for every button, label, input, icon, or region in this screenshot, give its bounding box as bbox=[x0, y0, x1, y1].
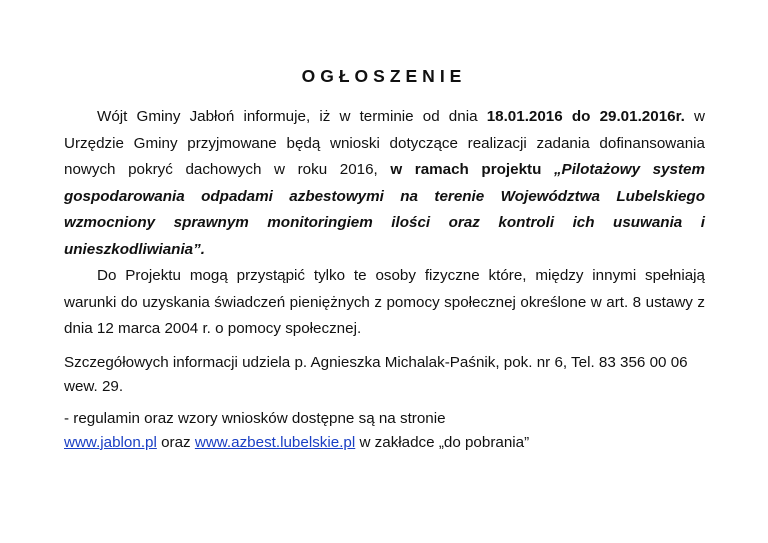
documents-between: oraz bbox=[156, 433, 195, 451]
project-intro: w ramach projektu bbox=[390, 161, 542, 178]
project-name: „Pilotażowy system gospodarowania odpadami azbestowymi na terenie Województwa Lubelskiego wzmocniony sprawnym monitoringiem ilości oraz kontroli ich usuwania i unieszkodliwiania”. bbox=[64, 161, 705, 258]
documents-line: - regulamin oraz wzory wniosków dostępne są na stronie bbox=[64, 409, 446, 427]
link-azbest-lubelskie[interactable]: www.azbest.lubelskie.pl bbox=[194, 433, 356, 451]
page-title: OGŁOSZENIE bbox=[301, 66, 467, 86]
documents-after: w zakładce „do pobrania” bbox=[355, 433, 530, 451]
paragraph-announcement bbox=[64, 104, 705, 263]
date-range: 18.01.2016 do 29.01.2016r. bbox=[486, 108, 685, 125]
paragraph-contact: Szczegółowych informacji udziela p. Agnieszka Michalak-Paśnik, pok. nr 6, Tel. 83 356 00 06 wew. 29. bbox=[64, 353, 688, 395]
paragraph1-text-1: Wójt Gminy Jabłoń informuje, iż w terminie od dnia bbox=[97, 108, 487, 125]
paragraph-eligibility: Do Projektu mogą przystąpić tylko te osoby fizyczne które, między innymi spełniają warunki do uzyskania świadczeń pieniężnych z pomocy społecznej określone w art. 8 ustawy z dnia 12 marca 2004 r. o pomocy społecznej. bbox=[64, 267, 705, 337]
paragraph1-text-2: w Urzędzie Gminy przyjmowane będą wnioski dotyczące realizacji zadania dofinansowania nowych pokryć dachowych w roku 2016, bbox=[64, 108, 706, 178]
paragraph-documents bbox=[64, 407, 705, 455]
announcement-body bbox=[64, 104, 705, 455]
link-jablon[interactable]: www.jablon.pl bbox=[64, 433, 157, 451]
